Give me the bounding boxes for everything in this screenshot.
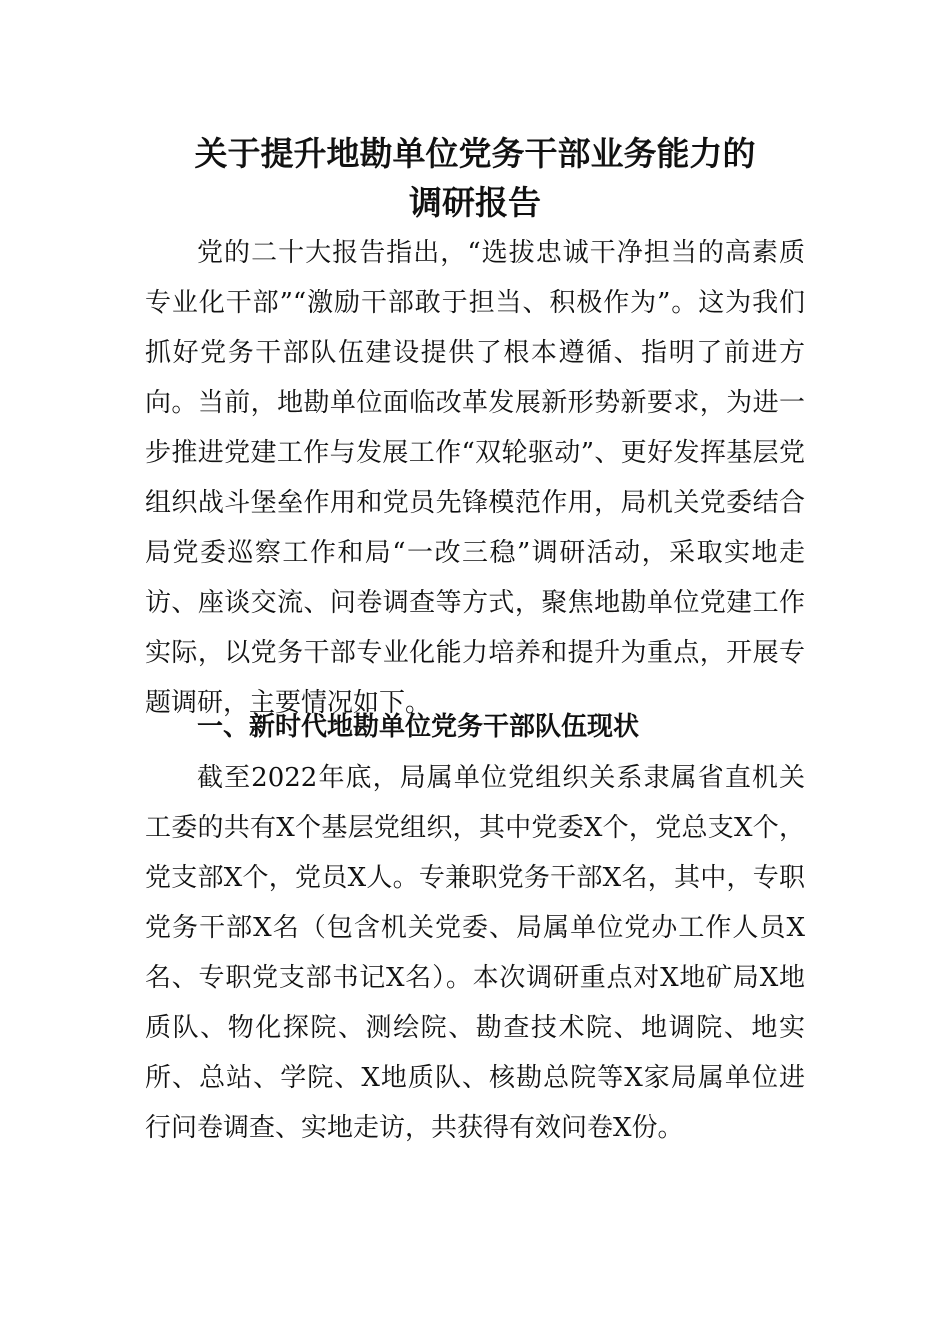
section-1-paragraph: 截至2022年底，局属单位党组织关系隶属省直机关工委的共有X个基层党组织，其中党委X个，党总支X个，党支部X个，党员X人。专兼职党务干部X名，其中，专职党务干部X名（包含机关党委、局属单位党办工作人员X名、专职党支部书记X名）。本次调研重点对X地矿局X地质队、物化探院、测绘院、勘查技术院、地调院、地实所、总站、学院、X地质队、核勘总院等X家局属单位进行问卷调查、实地走访，共获得有效问卷X份。 [145, 763, 805, 1143]
intro-paragraph: 党的二十大报告指出，“选拔忠诚干净担当的高素质专业化干部”“激励干部敢于担当、积极作为”。这为我们抓好党务干部队伍建设提供了根本遵循、指明了前进方向。当前，地勘单位面临改革发展新形势新要求，为进一步推进党建工作与发展工作“双轮驱动”、更好发挥基层党组织战斗堡垒作用和党员先锋模范作用，局机关党委结合局党委巡察工作和局“一改三稳”调研活动，采取实地走访、座谈交流、问卷调查等方式，聚焦地勘单位党建工作实际，以党务干部专业化能力培养和提升为重点，开展专题调研，主要情况如下。 [145, 238, 805, 718]
body-text-block-1 [145, 228, 805, 728]
body-text-block-2 [145, 753, 805, 1153]
document-title-line-2: 调研报告 [409, 183, 541, 222]
section-heading-1: 一、新时代地勘单位党务干部队伍现状 [197, 712, 640, 742]
document-title-line-1: 关于提升地勘单位党务干部业务能力的 [194, 134, 756, 173]
